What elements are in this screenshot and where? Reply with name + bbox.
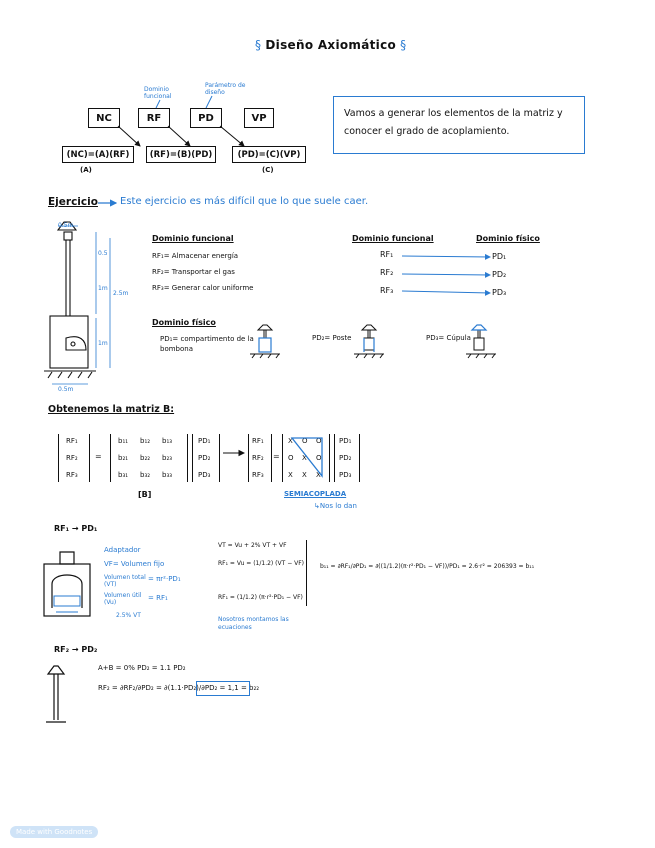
equation-b: (RF)=(B)(PD) (146, 146, 216, 163)
ejercicio-heading: Ejercicio (48, 196, 98, 208)
pd1-def: PD₁= compartimento de la bombona (160, 335, 254, 353)
result-note-text: Nos lo dan (319, 502, 357, 510)
ejercicio-comment: Este ejercicio es más difícil que lo que suele caer. (120, 196, 369, 207)
mark-12: O (302, 437, 308, 445)
b32: b₃₂ (140, 471, 151, 479)
rf-box: RF (138, 108, 170, 128)
rf1-vec2: RF₁ (252, 437, 264, 445)
vt-label: Volumen total (VT) (104, 574, 146, 588)
pd2-def: PD₂= Poste (312, 334, 352, 342)
eq1: VT = Vu + 2% VT + VF (218, 542, 287, 549)
sec2-eq2: RF₂ = ∂RF₂/∂PD₂ = ∂(1.1·PD₂)/∂PD₂ = 1,1 = b₂₂ (98, 684, 260, 692)
mark-23: O (316, 454, 322, 462)
eq-note: Nosotros montamos las ecuaciones (218, 616, 289, 631)
pd2-vec: PD₂ (198, 454, 211, 462)
rf2-vec2: RF₂ (252, 454, 264, 462)
dim-total: 2.5m (113, 290, 129, 297)
dominio-funcional-annotation: Dominio funcional (144, 86, 172, 100)
note-box: Vamos a generar los elementos de la matriz y conocer el grado de acoplamiento. (333, 96, 585, 154)
mark-32: X (302, 471, 307, 479)
equals-sign: = (95, 452, 102, 461)
pd3-vec2: PD₃ (339, 471, 352, 479)
rf1-vec: RF₁ (66, 437, 78, 445)
nc-box: NC (88, 108, 120, 128)
b31: b₃₁ (118, 471, 129, 479)
vt-eq: = πr²·PD₁ (148, 575, 181, 583)
pd3-def: PD₃= Cúpula (426, 334, 471, 342)
b33: b₃₃ (162, 471, 173, 479)
eq2: RF₁ = Vu = (1/1.2) (VT − VF) (218, 560, 305, 567)
dim-d2: 1m (98, 285, 108, 292)
result-label: SEMIACOPLADA (284, 490, 347, 498)
eq3: RF₁ = (1/1.2) (π·r²·PD₁ − VF) (218, 594, 303, 601)
matrix-arrow (222, 448, 248, 458)
bottom-label: 2.5% VT (116, 612, 141, 619)
mini-heaters (250, 322, 540, 360)
map-pd1: PD₁ (492, 252, 507, 261)
sec2-eq1: A+B = 0% PD₂ = 1.1 PD₂ (98, 664, 186, 672)
section1-heading: RF₁ → PD₁ (54, 524, 98, 533)
b-label: [B] (138, 490, 152, 499)
vu-eq: = RF₁ (148, 594, 168, 602)
equation-c: (PD)=(C)(VP) (232, 146, 306, 163)
mark-33: X (316, 471, 321, 479)
pd2-vec2: PD₂ (339, 454, 352, 462)
b13: b₁₃ (162, 437, 173, 445)
b22: b₂₂ (140, 454, 151, 462)
mapping-right-heading: Dominio físico (476, 234, 540, 243)
mark-21: O (288, 454, 294, 462)
b21: b₂₁ (118, 454, 129, 462)
adaptador-label: Adaptador (104, 546, 141, 554)
vf-label: VF= Volumen fijo (104, 560, 165, 568)
mapping-left-heading: Dominio funcional (352, 234, 434, 243)
mark-22: X (302, 454, 307, 462)
mark-31: X (288, 471, 293, 479)
arrow-icon (98, 198, 120, 208)
equation-a: (NC)=(A)(RF) (62, 146, 134, 163)
diagonal-highlight (284, 434, 328, 482)
heater-drawing (40, 218, 120, 393)
mark-11: X (288, 437, 293, 445)
dim-base: 0.5m (58, 386, 74, 393)
divider (306, 540, 307, 606)
dim-d3: 1m (98, 340, 108, 347)
poste-drawing (44, 664, 68, 726)
result-note: ↳Nos lo dan (314, 502, 357, 510)
rf3-vec2: RF₃ (252, 471, 264, 479)
heater-cutaway (40, 544, 98, 624)
vp-box: VP (244, 108, 274, 128)
rf3-vec: RF₃ (66, 471, 78, 479)
page-title: § Diseño Axiomático § (255, 38, 407, 52)
matrix-heading: Obtenemos la matriz B: (48, 404, 175, 415)
pd1-vec: PD₁ (198, 437, 211, 445)
map-rf1: RF₁ (380, 250, 394, 259)
rf3-item: RF₃= Generar calor uniforme (152, 284, 254, 292)
parametro-diseno-annotation: Parámetro de diseño (205, 82, 246, 96)
rf1-item: RF₁= Almacenar energía (152, 252, 239, 260)
map-rf2: RF₂ (380, 268, 394, 277)
goodnotes-badge[interactable]: Made with Goodnotes (10, 826, 98, 838)
b12: b₁₂ (140, 437, 151, 445)
dominio-fisico-heading: Dominio físico (152, 318, 216, 327)
dim-top: 0.5m (58, 222, 74, 229)
label-c: (C) (262, 166, 274, 174)
mark-13: O (316, 437, 322, 445)
b11-derivation: b₁₁ = ∂RF₁/∂PD₁ = ∂((1/1.2)(π·r²·PD₁ − VF))/PD₁ = 2.6·r² = 206393 = b₁₁ (320, 563, 535, 570)
dominio-funcional-heading: Dominio funcional (152, 234, 234, 243)
map-rf3: RF₃ (380, 286, 394, 295)
map-pd2: PD₂ (492, 270, 507, 279)
pd3-vec: PD₃ (198, 471, 211, 479)
mapping-arrows (400, 250, 494, 298)
b23: b₂₃ (162, 454, 173, 462)
dim-d1: 0.5 (98, 250, 108, 257)
label-a: (A) (80, 166, 92, 174)
equals-sign-2: = (273, 452, 280, 461)
vu-label: Volumen útil (Vu) (104, 592, 142, 606)
pd-box: PD (190, 108, 222, 128)
b22-highlight (196, 681, 250, 696)
rf2-vec: RF₂ (66, 454, 78, 462)
section2-heading: RF₂ → PD₂ (54, 645, 98, 654)
rf2-item: RF₂= Transportar el gas (152, 268, 235, 276)
pd1-vec2: PD₁ (339, 437, 352, 445)
map-pd3: PD₃ (492, 288, 507, 297)
b11: b₁₁ (118, 437, 129, 445)
